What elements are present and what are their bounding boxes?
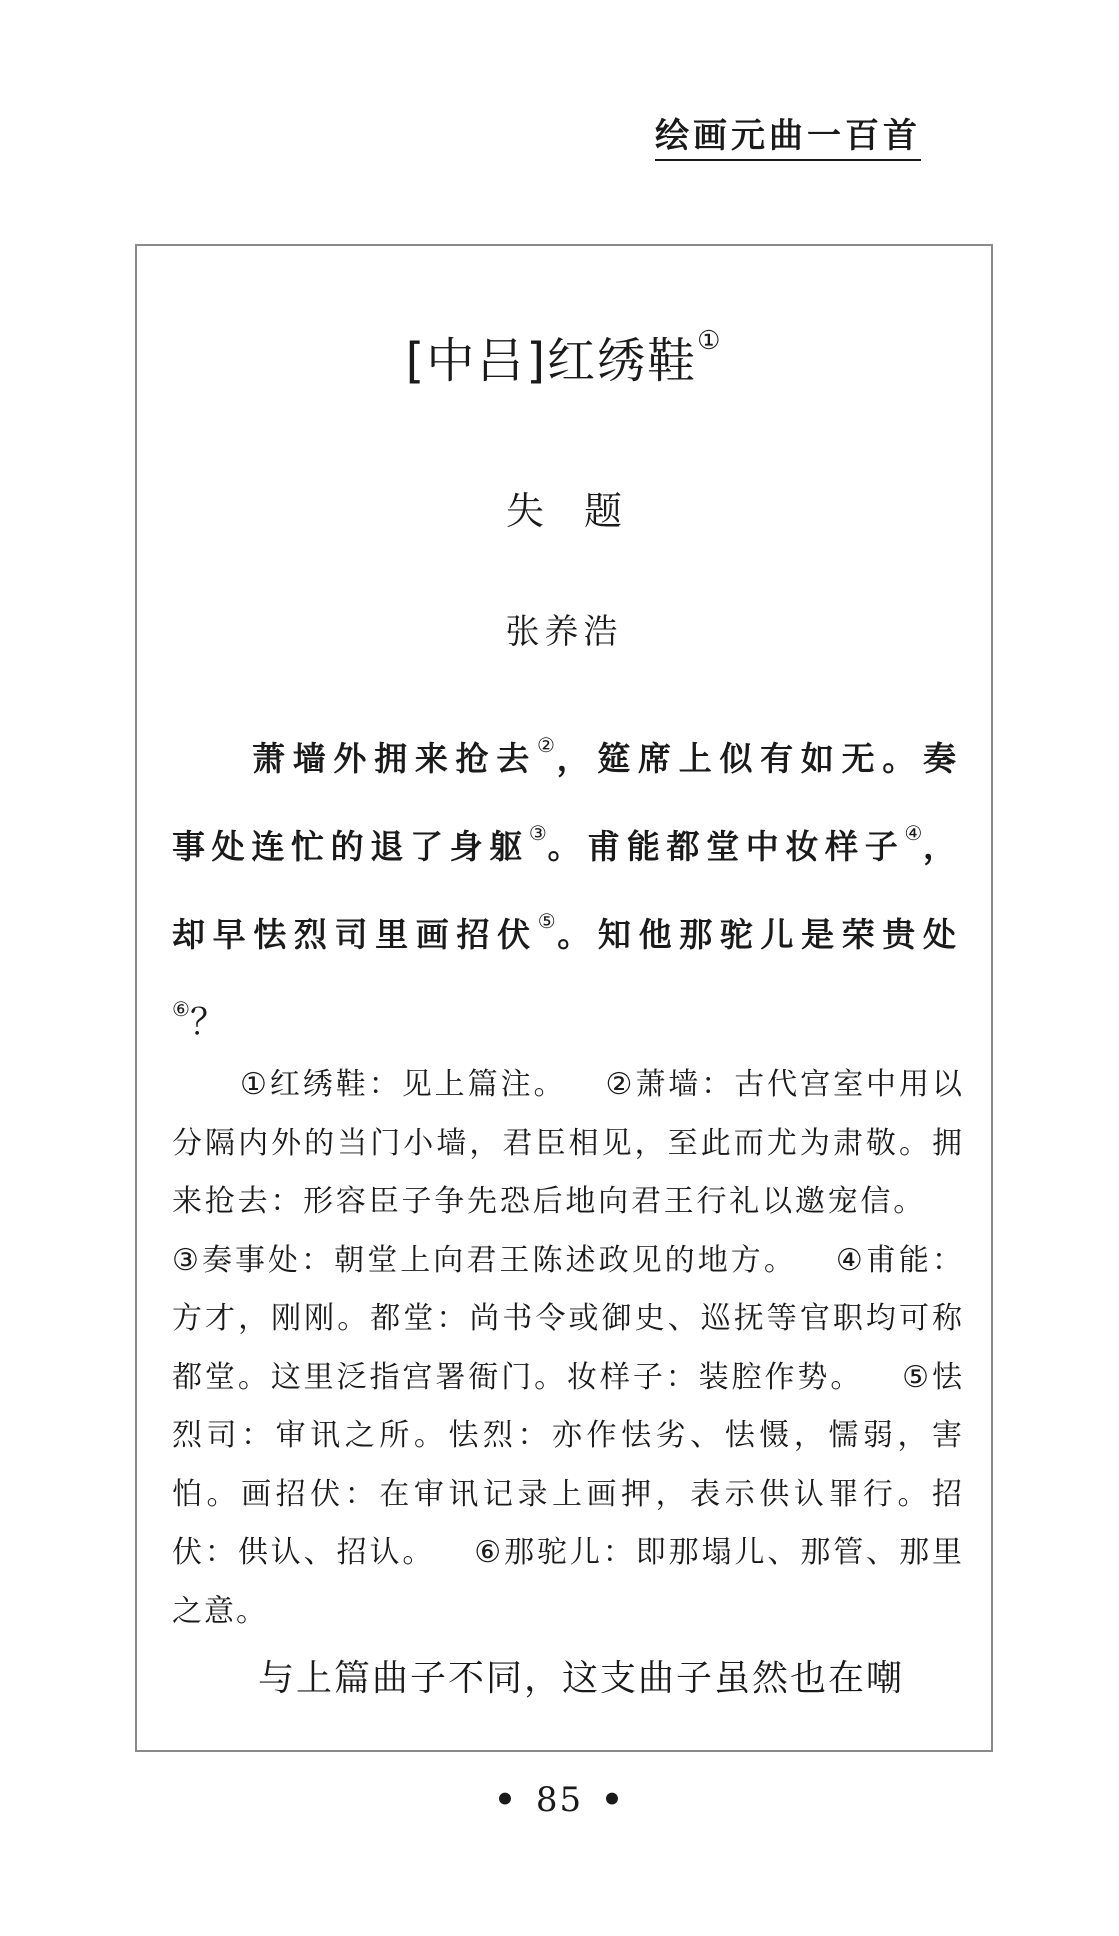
running-header-book-title: 绘画元曲一百首 (655, 118, 921, 161)
poem-segment: 。知他那驼儿是荣贵处 (557, 915, 963, 954)
annotation-notes (172, 1056, 964, 1641)
piece-author: 张养浩 (505, 612, 623, 652)
poem-segment: 萧墙外拥来抢去 (252, 739, 537, 778)
footnote-marker: ③ (528, 821, 548, 845)
piece-title-text: [中吕]红绣鞋 (405, 333, 698, 389)
note-item: ⑥那驼儿：即那塌儿、那管、那里之意。 (172, 1535, 964, 1629)
poem-segment: 。甫能都堂中妆样子 (547, 827, 905, 866)
page-number-dot-right: • (601, 1780, 625, 1820)
page-number (0, 1780, 1119, 1820)
note-item: ⑤怯烈司：审讯之所。怯烈：亦作怯劣、怯慑，懦弱，害怕。画招伏：在审讯记录上画押，表示供认罪行。招伏：供认、招认。 (172, 1359, 964, 1570)
page-number-value: 85 (535, 1780, 584, 1820)
footnote-marker: ② (536, 733, 557, 757)
note-item: ②萧墙：古代宫室中用以分隔内外的当门小墙，君臣相见，至此而尤为肃敬。拥来抢去：形容臣子争先恐后地向君王行礼以邀宠信。 (172, 1067, 964, 1219)
page-number-dot-left: • (494, 1780, 518, 1820)
footnote-marker: ⑥ (172, 997, 190, 1021)
footnote-marker: ⑤ (537, 909, 558, 933)
piece-subtitle: 失题 (505, 489, 662, 533)
footnote-marker: ④ (904, 821, 923, 845)
poem-segment: ，筵席上似有如无。奏事处连忙的退了身躯 (172, 739, 962, 866)
note-item: ①红绣鞋：见上篇注。 (240, 1067, 567, 1102)
poem-text (172, 708, 962, 1060)
piece-title (137, 326, 991, 391)
title-footnote-marker: ① (697, 326, 723, 356)
commentary-paragraph: 与上篇曲子不同，这支曲子虽然也在嘲 (258, 1658, 905, 1699)
content-frame (135, 244, 993, 1752)
note-item: ③奏事处：朝堂上向君王陈述政见的地方。 (172, 1242, 797, 1278)
poem-segment: ，却早怯烈司里画招伏 (172, 827, 962, 954)
poem-ending-punctuation: ？ (189, 1002, 232, 1043)
note-item: ④甫能：方才，刚刚。都堂：尚书令或御史、巡抚等官职均可称都堂。这里泛指宫署衙门。妆样子：装腔作势。 (172, 1242, 964, 1395)
